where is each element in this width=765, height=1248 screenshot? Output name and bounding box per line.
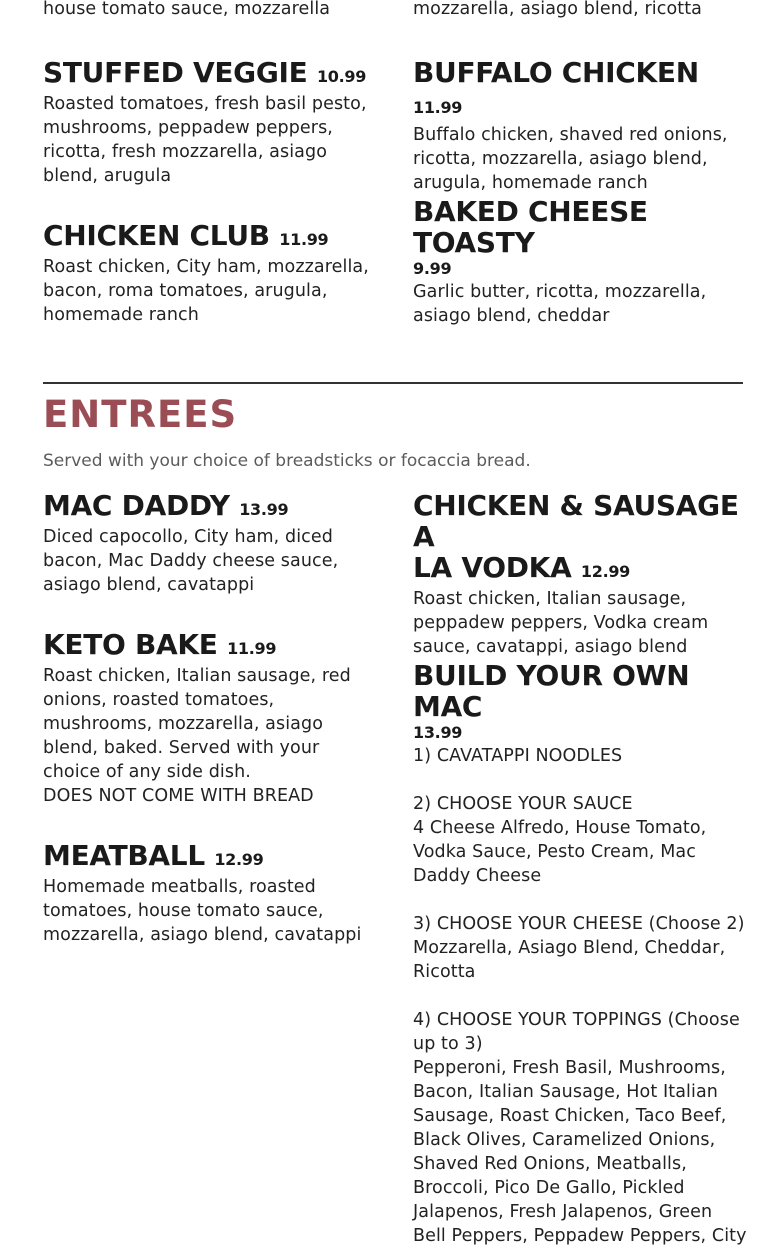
section-title: ENTREES [43,393,238,436]
desc-line: choice of any side dish. [43,762,251,782]
item-price: 11.99 [279,230,329,249]
item-name: BAKED CHEESE TOASTY [413,195,648,259]
item-title-row [413,57,748,123]
menu-item-baked-cheese-toasty [413,196,753,328]
menu-item-stuffed-veggie [43,57,373,188]
desc-line: arugula, homemade ranch [413,173,648,193]
item-description [43,664,373,808]
desc-line: Homemade meatballs, roasted [43,877,316,897]
item-name: LA VODKA [413,551,572,584]
desc-line: Roasted tomatoes, fresh basil pesto, [43,94,367,114]
desc-line: Daddy Cheese [413,866,542,886]
item-description [413,123,748,195]
menu-item-keto-bake [43,629,373,808]
menu-item-buffalo-chicken [413,57,748,195]
desc-line: 4) CHOOSE YOUR TOPPINGS (Choose [413,1010,740,1030]
desc-line: 3) CHOOSE YOUR CHEESE (Choose 2) [413,914,745,934]
menu-item-chicken-sausage-vodka [413,490,753,659]
desc-line: mushrooms, peppadew peppers, [43,118,333,138]
item-title-line: CHICKEN & SAUSAGE A [413,489,739,553]
desc-line: tomatoes, house tomato sauce, [43,901,324,921]
desc-line: Roast chicken, Italian sausage, red [43,666,351,686]
desc-line: 4 Cheese Alfredo, House Tomato, [413,818,707,838]
desc-line: Shaved Red Onions, Meatballs, [413,1154,687,1174]
item-price: 12.99 [580,562,631,581]
item-description [43,92,373,188]
desc-line: blend, baked. Served with your [43,738,320,758]
item-name: MEATBALL [43,839,205,872]
desc-line: Bacon, Italian Sausage, Hot Italian [413,1082,718,1102]
item-price: 10.99 [316,67,367,86]
item-price: 13.99 [413,723,463,742]
desc-line: Diced capocollo, City ham, diced [43,527,333,547]
desc-line: Pepperoni, Fresh Basil, Mushrooms, [413,1058,726,1078]
section-divider [43,382,743,384]
item-price: 9.99 [413,259,452,278]
spacer-line [413,888,758,912]
spacer-line [413,768,758,792]
desc-line: Ricotta [413,962,476,982]
desc-line: 1) CAVATAPPI NOODLES [413,746,623,766]
desc-line: mozzarella, asiago blend, cavatappi [43,925,362,945]
menu-item-chicken-club [43,220,373,327]
item-price: 12.99 [214,850,264,869]
item-name: MAC DADDY [43,489,230,522]
item-title-row [43,629,373,664]
top-cut-text-right: mozzarella, asiago blend, ricotta [413,0,702,19]
desc-line: ricotta, mozzarella, asiago blend, [413,149,708,169]
desc-line: ricotta, fresh mozzarella, asiago [43,142,328,162]
desc-line: bacon, Mac Daddy cheese sauce, [43,551,339,571]
desc-line: 2) CHOOSE YOUR SAUCE [413,794,633,814]
item-price: 13.99 [239,500,289,519]
item-name: STUFFED VEGGIE [43,56,308,89]
desc-line: onions, roasted tomatoes, [43,690,275,710]
desc-line: blend, arugula [43,166,172,186]
desc-line: sauce, cavatappi, asiago blend [413,637,688,657]
desc-line: Broccoli, Pico De Gallo, Pickled [413,1178,685,1198]
desc-line: Sausage, Roast Chicken, Taco Beef, [413,1106,727,1126]
item-name: CHICKEN CLUB [43,219,270,252]
desc-line: peppadew peppers, Vodka cream [413,613,709,633]
menu-item-mac-daddy [43,490,373,597]
item-title-row [413,552,753,587]
desc-line: Mozzarella, Asiago Blend, Cheddar, [413,938,726,958]
item-description [413,744,758,1248]
desc-line: Black Olives, Caramelized Onions, [413,1130,716,1150]
desc-line: Bell Peppers, Peppadew Peppers, City [413,1226,747,1246]
desc-line: Garlic butter, ricotta, mozzarella, [413,282,707,302]
item-name: BUFFALO CHICKEN [413,56,699,89]
item-description [43,875,373,947]
item-description [43,525,373,597]
item-description [413,280,753,328]
section-note: Served with your choice of breadsticks or focaccia bread. [43,451,531,471]
menu-item-build-your-own-mac [413,660,758,1248]
spacer-line [413,984,758,1008]
item-title-row [43,57,373,92]
menu-item-meatball [43,840,373,947]
desc-line: Vodka Sauce, Pesto Cream, Mac [413,842,696,862]
desc-line: asiago blend, cavatappi [43,575,255,595]
item-name: KETO BAKE [43,628,218,661]
desc-line: Roast chicken, City ham, mozzarella, [43,257,369,277]
item-title-row [43,490,373,525]
item-description [413,587,753,659]
desc-line: homemade ranch [43,305,199,325]
item-name: BUILD YOUR OWN MAC [413,659,690,723]
desc-line: up to 3) [413,1034,483,1054]
item-title-row [43,840,373,875]
desc-line: mushrooms, mozzarella, asiago [43,714,324,734]
item-title-row [43,220,373,255]
desc-line: Jalapenos, Fresh Jalapenos, Green [413,1202,713,1222]
desc-line: bacon, roma tomatoes, arugula, [43,281,328,301]
desc-line: Roast chicken, Italian sausage, [413,589,687,609]
top-cut-text-left: house tomato sauce, mozzarella [43,0,331,19]
item-price: 11.99 [413,98,463,117]
desc-line: asiago blend, cheddar [413,306,610,326]
item-description [43,255,373,327]
desc-line: DOES NOT COME WITH BREAD [43,786,314,806]
desc-line: Buffalo chicken, shaved red onions, [413,125,728,145]
item-price: 11.99 [227,639,277,658]
